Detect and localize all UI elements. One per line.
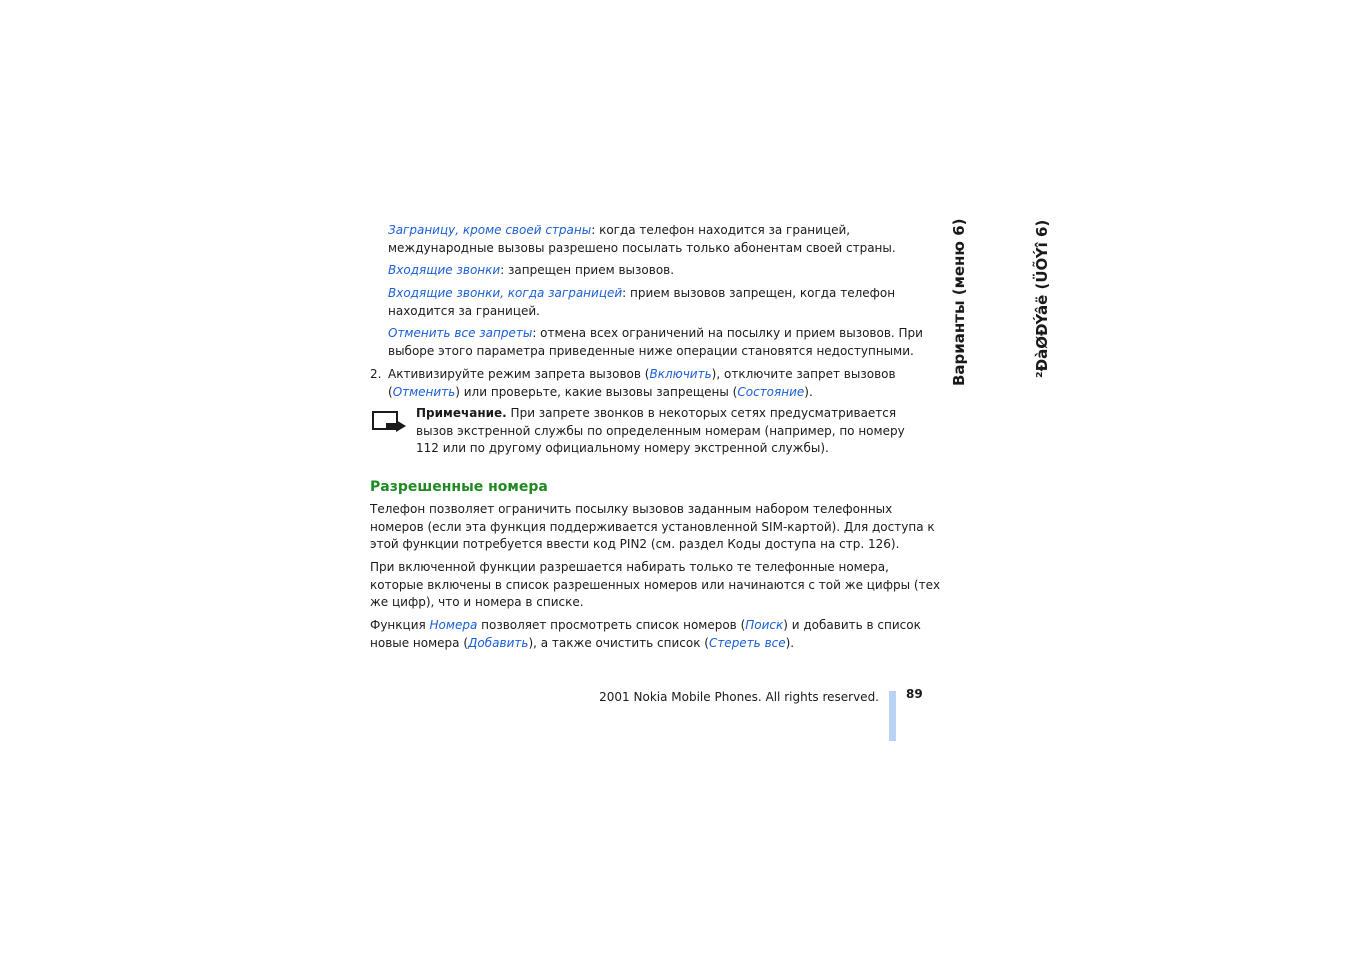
step-text: ) или проверьте, какие вызовы запрещены ( bbox=[455, 384, 738, 399]
option-cancel-all-barrings bbox=[388, 325, 943, 360]
footer-accent-bar bbox=[889, 691, 896, 741]
paragraph-text: позволяет просмотреть список номеров ( bbox=[477, 618, 746, 632]
option-status: Состояние bbox=[737, 384, 805, 399]
sidebar-chapter-title-garbled: ²ÐàØÐÝâë (ÜÕÝî 6) bbox=[1033, 219, 1051, 378]
option-cancel: Отменить bbox=[392, 384, 456, 399]
option-abroad-except-home bbox=[388, 222, 943, 257]
paragraph-text: Функция bbox=[370, 618, 430, 632]
section-paragraph-3 bbox=[370, 617, 945, 652]
step-2-text bbox=[388, 366, 933, 401]
step-number: 2. bbox=[370, 367, 382, 381]
option-incoming-calls bbox=[388, 262, 943, 280]
paragraph-text: ), а также очистить список ( bbox=[528, 635, 709, 650]
step-text: ), отключите запрет вызовов ( bbox=[388, 367, 896, 399]
note-label: Примечание. bbox=[416, 406, 507, 420]
section-paragraph-1: Телефон позволяет ограничить посылку вызовов заданным набором телефонных номеров (если эта функция поддерживается установленной SIM-картой). Для доступа к этой функции потребуется ввести код PIN2 (см. раздел Коды доступа на стр. 126). bbox=[370, 502, 935, 551]
section-paragraph-2: При включенной функции разрешается набирать только те телефонные номера, которые включены в список разрешенных номеров или начинаются с той же цифры (тех же цифр), что и номера в списке. bbox=[370, 560, 941, 609]
note-paragraph bbox=[416, 405, 916, 458]
note-text: При запрете звонков в некоторых сетях предусматривается вызов экстренной службы по определенным номерам (например, по номеру 112 или по другому официальному номеру экстренной службы). bbox=[416, 406, 905, 455]
option-term: Отменить все запреты bbox=[388, 326, 533, 340]
option-add: Добавить bbox=[468, 635, 529, 650]
section-title: Разрешенные номера bbox=[370, 479, 548, 495]
option-term: Заграницу, кроме своей страны bbox=[388, 223, 592, 237]
option-erase-all: Стереть все bbox=[708, 635, 786, 650]
option-numbers: Номера bbox=[429, 618, 478, 632]
step-text: Активизируйте режим запрета вызовов ( bbox=[388, 367, 650, 381]
option-enable: Включить bbox=[649, 367, 712, 381]
footer-copyright: 2001 Nokia Mobile Phones. All rights reserved. bbox=[599, 690, 879, 704]
option-term: Входящие звонки, когда заграницей bbox=[388, 286, 623, 300]
paragraph-text: ) и добавить в список новые номера ( bbox=[370, 618, 921, 650]
option-description: : запрещен прием вызовов. bbox=[500, 263, 675, 277]
page-number: 89 bbox=[906, 687, 923, 701]
sidebar-chapter-title: Варианты (меню 6) bbox=[950, 218, 968, 386]
option-description: : когда телефон находится за границей, международные вызовы разрешено посылать только абонентам своей страны. bbox=[388, 223, 896, 255]
option-search: Поиск bbox=[745, 618, 784, 632]
option-description: : прием вызовов запрещен, когда телефон находится за границей. bbox=[388, 286, 896, 318]
option-term: Входящие звонки bbox=[388, 263, 501, 277]
step-text: ). bbox=[804, 384, 813, 399]
option-description: : отмена всех ограничений на посылку и прием вызовов. При выборе этого параметра приведенные ниже операции становятся недоступными. bbox=[388, 326, 923, 358]
option-incoming-abroad bbox=[388, 285, 943, 320]
paragraph-text: ). bbox=[785, 635, 795, 650]
note-hand-icon bbox=[372, 410, 408, 434]
